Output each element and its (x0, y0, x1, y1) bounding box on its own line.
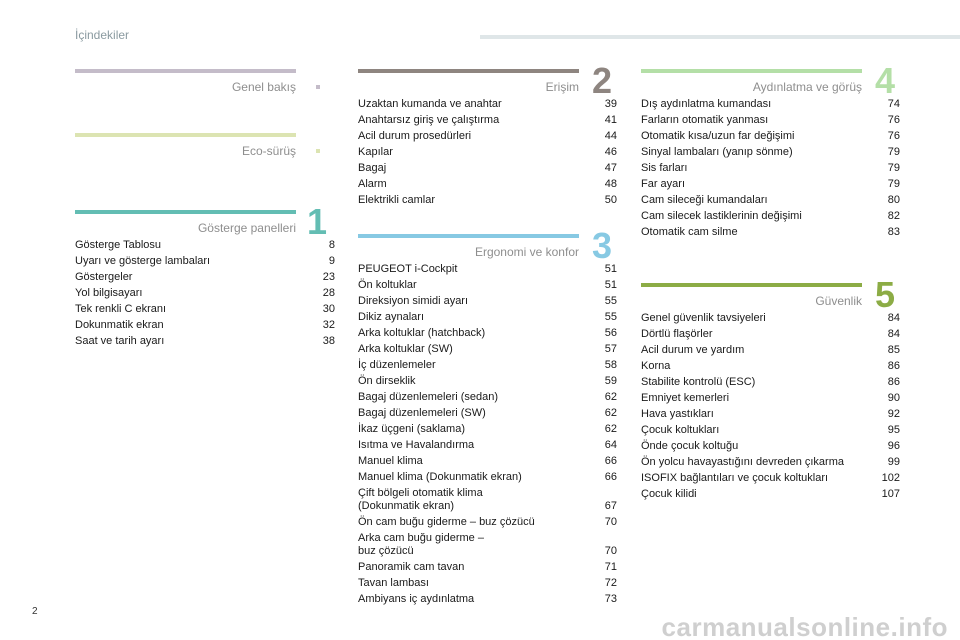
toc-entry[interactable] (641, 112, 900, 128)
section-number: 1 (307, 201, 328, 242)
section-title[interactable]: Gösterge panelleri (197, 221, 296, 235)
toc-entry-label: Direksiyon simidi ayarı (358, 294, 469, 307)
toc-entry[interactable] (641, 390, 900, 406)
toc-entry-label: Sis farları (641, 161, 688, 174)
toc-entry-label: Acil durum prosedürleri (358, 129, 472, 142)
toc-entry[interactable] (358, 357, 617, 373)
toc-entry-label: Yol bilgisayarı (75, 286, 143, 299)
toc-entry-label: Arka cam buğu giderme – buz çözücü (358, 531, 484, 557)
toc-entry-page: 9 (328, 254, 335, 267)
toc-entry-page: 44 (604, 129, 617, 142)
toc-entry-label: Far ayarı (641, 177, 686, 190)
toc-entry[interactable] (358, 453, 617, 469)
toc-entry-page: 70 (604, 515, 617, 528)
toc-entry[interactable] (75, 317, 335, 333)
toc-entry[interactable] (358, 373, 617, 389)
toc-entry[interactable] (641, 176, 900, 192)
toc-entry-label: Manuel klima (358, 454, 423, 467)
toc-entry-page: 90 (887, 391, 900, 404)
toc-entries-access (358, 96, 617, 208)
section-number: 4 (875, 60, 896, 101)
toc-entry-page: 62 (604, 390, 617, 403)
toc-entry-page: 72 (604, 576, 617, 589)
toc-entry-page: 55 (604, 310, 617, 323)
toc-entry[interactable] (641, 310, 900, 326)
toc-entry-label: Hava yastıkları (641, 407, 714, 420)
toc-entry[interactable] (75, 333, 335, 349)
toc-entries-ergonomics (358, 261, 617, 607)
toc-entry-page: 66 (604, 470, 617, 483)
toc-entry[interactable] (641, 486, 900, 502)
toc-entry[interactable] (358, 176, 617, 192)
toc-entry-page: 102 (881, 471, 900, 484)
section-marker (316, 149, 320, 153)
toc-entry-label: Dış aydınlatma kumandası (641, 97, 772, 110)
toc-entry-label: Genel güvenlik tavsiyeleri (641, 311, 766, 324)
section-number: 2 (592, 60, 613, 101)
toc-entry[interactable] (641, 406, 900, 422)
section-title[interactable]: Ergonomi ve konfor (474, 245, 579, 259)
section-overview (75, 69, 296, 95)
toc-entry-label: Arka koltuklar (hatchback) (358, 326, 486, 339)
section-bar (75, 69, 296, 73)
toc-entry-label: Tek renkli C ekranı (75, 302, 167, 315)
toc-entry-label: Elektrikli camlar (358, 193, 436, 206)
section-title[interactable]: Eco-sürüş (241, 144, 296, 158)
toc-entry[interactable] (75, 237, 335, 253)
toc-entry-label: Sinyal lambaları (yanıp sönme) (641, 145, 793, 158)
toc-entry[interactable] (358, 559, 617, 575)
toc-entry-label: Arka koltuklar (SW) (358, 342, 453, 355)
toc-entry-page: 86 (887, 359, 900, 372)
toc-entry[interactable] (641, 422, 900, 438)
toc-entry[interactable] (358, 160, 617, 176)
section-instruments (75, 201, 335, 349)
header-rule (480, 35, 960, 39)
toc-entry-page: 55 (604, 294, 617, 307)
section-bar (641, 283, 862, 287)
toc-entry-label: Ön dirseklik (358, 374, 416, 387)
toc-entry-page: 79 (887, 145, 900, 158)
section-title[interactable]: Erişim (545, 80, 579, 94)
toc-entry-page: 86 (887, 375, 900, 388)
toc-entry[interactable] (358, 485, 617, 514)
toc-entry[interactable] (358, 112, 617, 128)
toc-entry-label: Panoramik cam tavan (358, 560, 465, 573)
toc-entry-page: 99 (887, 455, 900, 468)
toc-entry[interactable] (641, 160, 900, 176)
section-bar (358, 69, 579, 73)
toc-entry[interactable] (75, 301, 335, 317)
toc-entry[interactable] (358, 96, 617, 112)
toc-entry-page: 51 (604, 278, 617, 291)
toc-entry-page: 76 (887, 129, 900, 142)
toc-entry-page: 62 (604, 406, 617, 419)
toc-entry-page: 67 (604, 499, 617, 512)
toc-entry-label: Acil durum ve yardım (641, 343, 745, 356)
section-safety (641, 274, 900, 502)
toc-entry[interactable] (641, 438, 900, 454)
toc-entry-page: 64 (604, 438, 617, 451)
toc-entry-page: 32 (322, 318, 335, 331)
page-header-title: İçindekiler (75, 28, 130, 42)
toc-entry[interactable] (358, 325, 617, 341)
toc-entry-label: Alarm (358, 177, 387, 190)
toc-entry-label: Bagaj (358, 161, 387, 174)
toc-entry-label: Dörtlü flaşörler (641, 327, 713, 340)
toc-entry-label: Emniyet kemerleri (641, 391, 730, 404)
toc-entry-label: Bagaj düzenlemeleri (SW) (358, 406, 486, 419)
toc-entry-page: 73 (604, 592, 617, 605)
toc-entry-label: Dokunmatik ekran (75, 318, 164, 331)
toc-entry-page: 82 (887, 209, 900, 222)
toc-entry[interactable] (641, 454, 900, 470)
toc-entry-page: 41 (604, 113, 617, 126)
toc-entry[interactable] (641, 374, 900, 390)
toc-entry[interactable] (358, 405, 617, 421)
toc-entry-label: Ön cam buğu giderme – buz çözücü (358, 515, 535, 528)
toc-entry[interactable] (358, 469, 617, 485)
toc-entry[interactable] (358, 277, 617, 293)
section-title[interactable]: Genel bakış (231, 80, 296, 94)
toc-entry-page: 8 (328, 238, 335, 251)
section-number: 5 (875, 274, 896, 315)
section-eco (75, 133, 296, 159)
toc-entry[interactable] (75, 285, 335, 301)
toc-entry-page: 79 (887, 161, 900, 174)
section-lighting (641, 60, 900, 240)
toc-entry[interactable] (358, 192, 617, 208)
toc-entry[interactable] (358, 261, 617, 277)
toc-entry-label: Saat ve tarih ayarı (75, 334, 165, 347)
toc-entry-label: İkaz üçgeni (saklama) (358, 422, 465, 435)
toc-entries-safety (641, 310, 900, 502)
toc-entry[interactable] (641, 128, 900, 144)
section-access (358, 60, 617, 208)
toc-entry-label: Farların otomatik yanması (641, 113, 769, 126)
section-bar (75, 133, 296, 137)
toc-entry-label: Çocuk kilidi (641, 487, 697, 500)
toc-entry-page: 95 (887, 423, 900, 436)
toc-entry[interactable] (358, 144, 617, 160)
toc-entry-label: Uyarı ve gösterge lambaları (75, 254, 211, 267)
toc-entry-label: Otomatik cam silme (641, 225, 738, 238)
toc-entry-page: 85 (887, 343, 900, 356)
toc-entry[interactable] (641, 192, 900, 208)
toc-entry-page: 28 (322, 286, 335, 299)
toc-entry-page: 58 (604, 358, 617, 371)
toc-entry[interactable] (358, 514, 617, 530)
toc-entry-page: 47 (604, 161, 617, 174)
toc-entry-label: PEUGEOT i-Cockpit (358, 262, 458, 275)
toc-entry-page: 74 (887, 97, 900, 110)
toc-entry-label: Otomatik kısa/uzun far değişimi (641, 129, 795, 142)
toc-entry-page: 83 (887, 225, 900, 238)
toc-entry-page: 80 (887, 193, 900, 206)
toc-entry[interactable] (358, 591, 617, 607)
toc-entry-label: Stabilite kontrolü (ESC) (641, 375, 756, 388)
toc-entry[interactable] (358, 530, 617, 559)
toc-entry[interactable] (641, 470, 900, 486)
toc-entry[interactable] (358, 421, 617, 437)
toc-entry-page: 57 (604, 342, 617, 355)
toc-entry-label: Korna (641, 359, 671, 372)
toc-entry-page: 107 (881, 487, 900, 500)
toc-entry-page: 50 (604, 193, 617, 206)
toc-entry-page: 96 (887, 439, 900, 452)
toc-entry-label: Isıtma ve Havalandırma (358, 438, 475, 451)
toc-entry-page: 62 (604, 422, 617, 435)
toc-entry[interactable] (75, 253, 335, 269)
toc-entry[interactable] (641, 224, 900, 240)
toc-entry-page: 38 (322, 334, 335, 347)
section-bar (358, 234, 579, 238)
watermark-text: carmanualsonline.info (661, 612, 948, 640)
toc-entry-label: Tavan lambası (358, 576, 429, 589)
toc-entry-page: 71 (604, 560, 617, 573)
toc-entry-label: Uzaktan kumanda ve anahtar (358, 97, 502, 110)
toc-entry[interactable] (358, 293, 617, 309)
toc-entry-page: 48 (604, 177, 617, 190)
toc-entry[interactable] (75, 269, 335, 285)
toc-entry[interactable] (641, 358, 900, 374)
section-bar (641, 69, 862, 73)
page-number: 2 (32, 606, 38, 617)
toc-entry-label: Ambiyans iç aydınlatma (358, 592, 475, 605)
toc-entry-label: ISOFIX bağlantıları ve çocuk koltukları (641, 471, 829, 484)
toc-entry-label: Dikiz aynaları (358, 310, 425, 323)
section-title[interactable]: Güvenlik (815, 294, 862, 308)
toc-entry-page: 70 (604, 544, 617, 557)
toc-entry-page: 39 (604, 97, 617, 110)
toc-entry-label: Cam sileceği kumandaları (641, 193, 768, 206)
toc-entry-label: Önde çocuk koltuğu (641, 439, 739, 452)
section-number: 3 (592, 225, 613, 266)
toc-entry-label: Çocuk koltukları (641, 423, 720, 436)
section-marker (316, 85, 320, 89)
toc-entry-page: 84 (887, 327, 900, 340)
toc-entry-label: Çift bölgeli otomatik klima (Dokunmatik ekran) (358, 486, 483, 512)
toc-entry-page: 79 (887, 177, 900, 190)
toc-entry-label: Ön koltuklar (358, 278, 417, 291)
toc-entry[interactable] (358, 575, 617, 591)
toc-entry[interactable] (358, 309, 617, 325)
toc-entries-instruments (75, 237, 335, 349)
toc-entry-label: Göstergeler (75, 270, 133, 283)
toc-entry-page: 84 (887, 311, 900, 324)
toc-entry-page: 66 (604, 454, 617, 467)
toc-entry-page: 51 (604, 262, 617, 275)
section-title[interactable]: Aydınlatma ve görüş (752, 80, 862, 94)
toc-entry[interactable] (641, 208, 900, 224)
toc-entry-label: Gösterge Tablosu (75, 238, 162, 251)
section-bar (75, 210, 296, 214)
toc-entry-label: Anahtarsız giriş ve çalıştırma (358, 113, 500, 126)
toc-entry-label: Ön yolcu havayastığını devreden çıkarma (641, 455, 844, 468)
toc-entry-page: 30 (322, 302, 335, 315)
toc-entry-label: Cam silecek lastiklerinin değişimi (641, 209, 802, 222)
toc-entries-lighting (641, 96, 900, 240)
toc-entry-page: 46 (604, 145, 617, 158)
toc-entry-label: Kapılar (358, 145, 393, 158)
toc-entry-label: Bagaj düzenlemeleri (sedan) (358, 390, 499, 403)
toc-entry[interactable] (358, 341, 617, 357)
toc-entry[interactable] (641, 326, 900, 342)
toc-entry-page: 76 (887, 113, 900, 126)
toc-entry[interactable] (641, 342, 900, 358)
toc-entry-page: 56 (604, 326, 617, 339)
toc-entry-label: İç düzenlemeler (358, 358, 436, 371)
toc-entry-page: 92 (887, 407, 900, 420)
toc-entry[interactable] (358, 437, 617, 453)
toc-entry[interactable] (641, 96, 900, 112)
toc-entry-page: 59 (604, 374, 617, 387)
toc-entry[interactable] (358, 128, 617, 144)
toc-entry[interactable] (641, 144, 900, 160)
toc-entry-label: Manuel klima (Dokunmatik ekran) (358, 470, 522, 483)
toc-entry[interactable] (358, 389, 617, 405)
section-ergonomics (358, 225, 617, 607)
toc-entry-page: 23 (322, 270, 335, 283)
